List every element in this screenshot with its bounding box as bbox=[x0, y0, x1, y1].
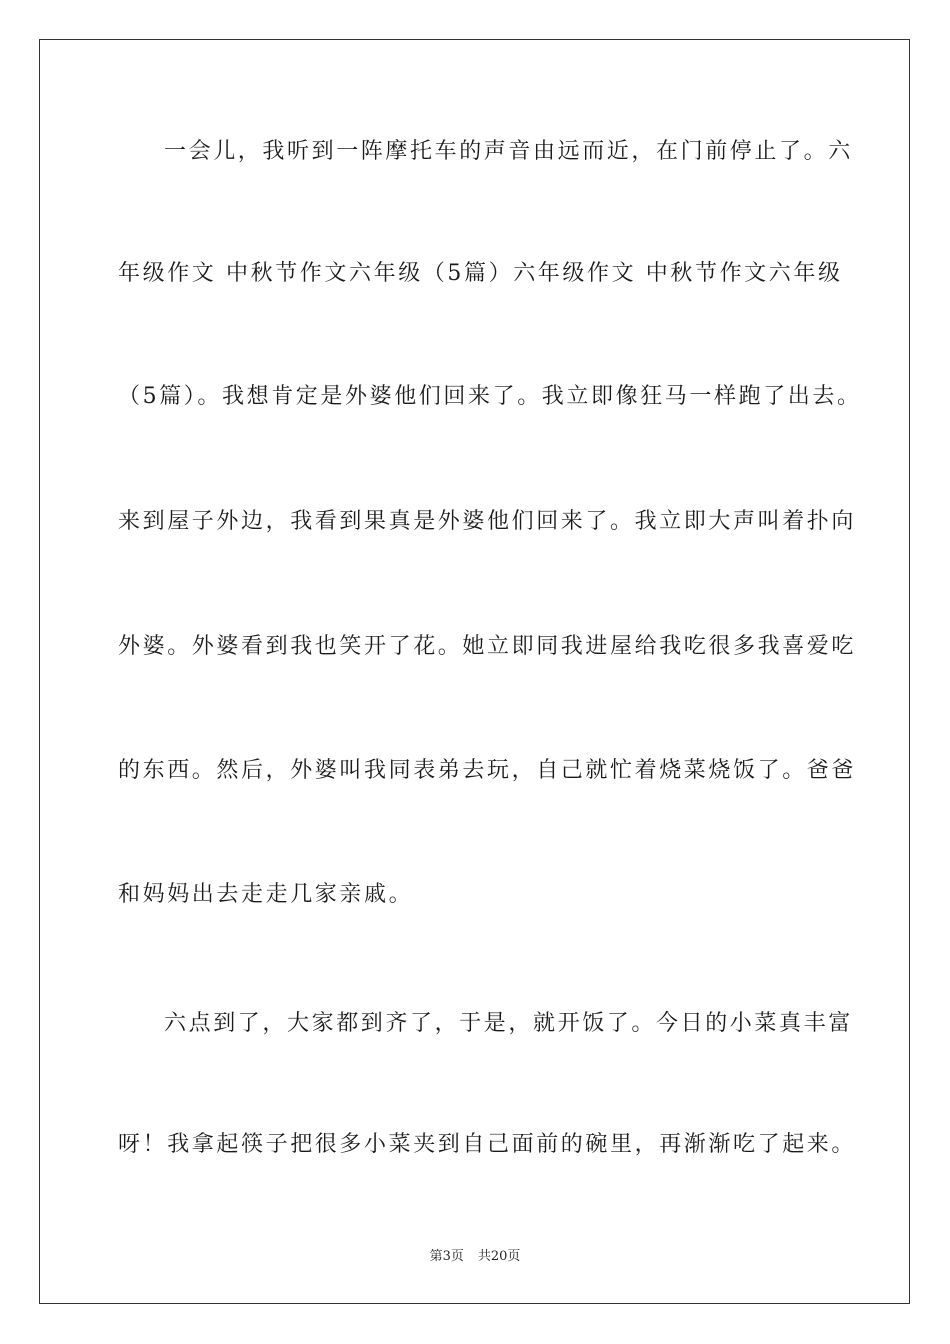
paragraph-line: 六点到了，大家都到齐了，于是，就开饭了。今日的小菜真丰富 bbox=[164, 1011, 853, 1036]
paragraph-line: 的东西。然后，外婆叫我同表弟去玩，自己就忙着烧菜烧饭了。爸爸 bbox=[118, 758, 857, 783]
page-number-total: 共20页 bbox=[477, 1249, 521, 1264]
paragraph-line: 外婆。外婆看到我也笑开了花。她立即同我进屋给我吃很多我喜爱吃 bbox=[118, 634, 857, 659]
paragraph-line: 和妈妈出去走走几家亲戚。 bbox=[118, 882, 414, 907]
page-border bbox=[39, 39, 910, 1304]
page-number-current: 第3页 bbox=[429, 1249, 464, 1264]
paragraph-line: （5篇）。我想肯定是外婆他们回来了。我立即像狂马一样跑了出去。 bbox=[118, 384, 862, 409]
page-footer bbox=[0, 1248, 950, 1266]
paragraph-line: 一会儿，我听到一阵摩托车的声音由远而近，在门前停止了。六 bbox=[164, 139, 853, 164]
paragraph-line: 年级作文 中秋节作文六年级（5篇）六年级作文 中秋节作文六年级 bbox=[118, 261, 843, 286]
paragraph-line: 来到屋子外边，我看到果真是外婆他们回来了。我立即大声叫着扑向 bbox=[118, 509, 857, 534]
paragraph-line: 呀！我拿起筷子把很多小菜夹到自己面前的碗里，再渐渐吃了起来。 bbox=[118, 1132, 857, 1157]
